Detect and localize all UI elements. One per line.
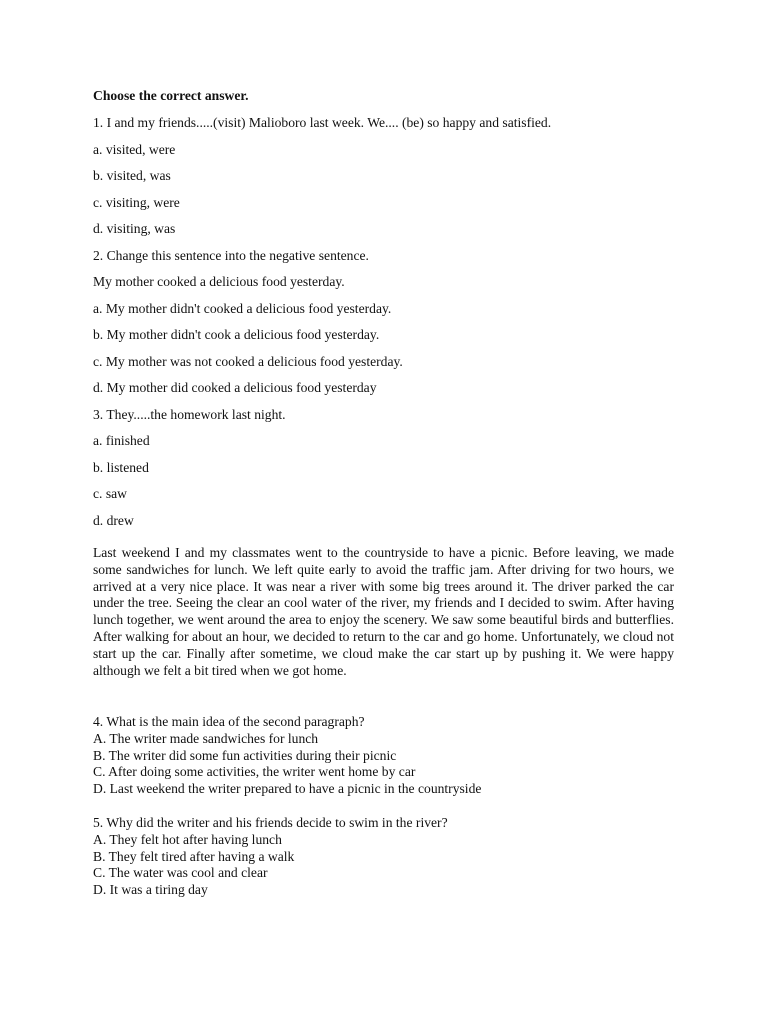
q1-option-c: c. visiting, were [93, 195, 180, 210]
q5-option-c: C. The water was cool and clear [93, 865, 268, 881]
question-5: 5. Why did the writer and his friends decide to swim in the river? [93, 815, 448, 830]
q2-option-a: a. My mother didn't cooked a delicious food yesterday. [93, 301, 392, 316]
q4-option-b: B. The writer did some fun activities during their picnic [93, 747, 397, 763]
question-2: 2. Change this sentence into the negative sentence. [93, 248, 369, 263]
question-4-block [93, 714, 481, 798]
question-4: 4. What is the main idea of the second paragraph? [93, 714, 365, 729]
q5-option-a: A. They felt hot after having lunch [93, 831, 282, 847]
q3-option-b: b. listened [93, 460, 149, 475]
q2-option-c: c. My mother was not cooked a delicious food yesterday. [93, 354, 403, 369]
question-5-block [93, 815, 448, 899]
reading-passage: Last weekend I and my classmates went to the countryside to have a picnic. Before leaving, we made some sandwiches for lunch. We left quite early to avoid the traffic jam. After driving for two hours, we arrived at a very nice place. It was near a river with some big trees around it. The driver parked the car under the tree. Seeing the clear an cool water of the river, my friends and I decided to swim. After having lunch together, we went around the area to enjoy the scenery. We saw some beautiful birds and butterflies. After walking for about an hour, we decided to return to the car and go home. Unfortunately, we cloud not start up the car. Finally after sometime, we cloud make the car start up by pushing it. We were happy although we felt a bit tired when we got home. [93, 545, 674, 678]
q3-option-d: d. drew [93, 513, 134, 528]
instructions-heading: Choose the correct answer. [93, 88, 249, 103]
q1-option-a: a. visited, were [93, 142, 176, 157]
q4-option-d: D. Last weekend the writer prepared to have a picnic in the countryside [93, 781, 482, 797]
q3-option-a: a. finished [93, 433, 150, 448]
q1-option-b: b. visited, was [93, 168, 171, 183]
q5-option-b: B. They felt tired after having a walk [93, 848, 295, 864]
question-1: 1. I and my friends.....(visit) Malioboro last week. We.... (be) so happy and satisfied. [93, 115, 552, 130]
q4-option-c: C. After doing some activities, the writer went home by car [93, 764, 416, 780]
q4-option-a: A. The writer made sandwiches for lunch [93, 730, 319, 746]
q3-option-c: c. saw [93, 486, 127, 501]
q2-option-d: d. My mother did cooked a delicious food yesterday [93, 380, 377, 395]
q5-option-d: D. It was a tiring day [93, 882, 208, 898]
q2-sentence: My mother cooked a delicious food yesterday. [93, 274, 345, 289]
q1-option-d: d. visiting, was [93, 221, 176, 236]
question-3: 3. They.....the homework last night. [93, 407, 286, 422]
q2-option-b: b. My mother didn't cook a delicious food yesterday. [93, 327, 380, 342]
